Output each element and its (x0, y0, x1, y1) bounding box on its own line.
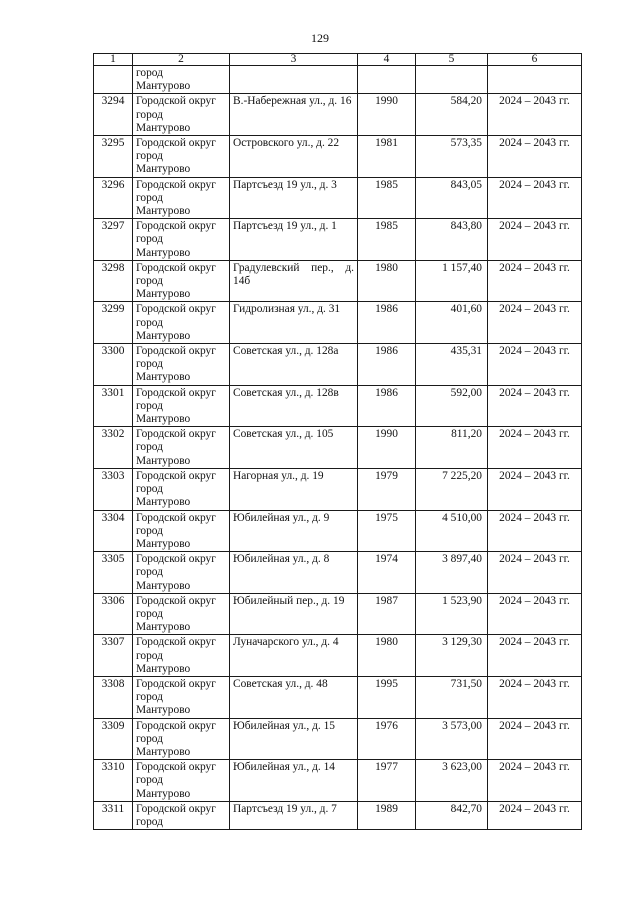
cell-year: 1986 (358, 344, 416, 386)
cell-number: 3303 (94, 468, 133, 510)
table-row (94, 468, 582, 510)
cell-municipality: Городской округ город Мантурово (133, 385, 230, 427)
cell-period: 2024 – 2043 гг. (488, 801, 582, 829)
cell-area: 1 157,40 (416, 260, 488, 302)
cell-number: 3310 (94, 760, 133, 802)
cell-municipality: Городской округ город Мантурово (133, 136, 230, 178)
cell-area: 435,31 (416, 344, 488, 386)
cell-area: 592,00 (416, 385, 488, 427)
cell-year: 1985 (358, 219, 416, 261)
cell-municipality: Городской округ город Мантурово (133, 760, 230, 802)
cell-municipality: Городской округ город Мантурово (133, 177, 230, 219)
cell-address: Островского ул., д. 22 (230, 136, 358, 178)
cell-period: 2024 – 2043 гг. (488, 344, 582, 386)
cell-area: 573,35 (416, 136, 488, 178)
cell-period: 2024 – 2043 гг. (488, 760, 582, 802)
column-header: 3 (230, 54, 358, 66)
cell-year: 1980 (358, 260, 416, 302)
cell-area: 1 523,90 (416, 593, 488, 635)
table-row (94, 260, 582, 302)
cell-number: 3309 (94, 718, 133, 760)
cell-address: Советская ул., д. 48 (230, 676, 358, 718)
cell-municipality: Городской округ город Мантурово (133, 219, 230, 261)
cell-year: 1995 (358, 676, 416, 718)
table-row (94, 718, 582, 760)
cell-municipality: Городской округ город Мантурово (133, 94, 230, 136)
cell-municipality: Городской округ город Мантурово (133, 427, 230, 469)
cell-period: 2024 – 2043 гг. (488, 219, 582, 261)
cell-number: 3300 (94, 344, 133, 386)
cell-area (416, 66, 488, 94)
cell-number: 3304 (94, 510, 133, 552)
table-row (94, 801, 582, 829)
cell-area: 4 510,00 (416, 510, 488, 552)
cell-municipality: Городской округ город Мантурово (133, 468, 230, 510)
cell-number: 3299 (94, 302, 133, 344)
housing-registry-table (93, 53, 582, 830)
cell-period: 2024 – 2043 гг. (488, 427, 582, 469)
cell-year: 1976 (358, 718, 416, 760)
cell-municipality: Городской округ город Мантурово (133, 718, 230, 760)
table-body (94, 54, 582, 830)
cell-period: 2024 – 2043 гг. (488, 510, 582, 552)
cell-year (358, 66, 416, 94)
cell-year: 1990 (358, 427, 416, 469)
cell-year: 1986 (358, 302, 416, 344)
cell-year: 1975 (358, 510, 416, 552)
cell-year: 1990 (358, 94, 416, 136)
cell-year: 1979 (358, 468, 416, 510)
column-header: 6 (488, 54, 582, 66)
cell-period: 2024 – 2043 гг. (488, 94, 582, 136)
cell-number: 3305 (94, 552, 133, 594)
cell-number: 3301 (94, 385, 133, 427)
cell-year: 1981 (358, 136, 416, 178)
table-row (94, 635, 582, 677)
cell-address: Юбилейный пер., д. 19 (230, 593, 358, 635)
cell-number: 3306 (94, 593, 133, 635)
cell-year: 1986 (358, 385, 416, 427)
cell-address: Юбилейная ул., д. 8 (230, 552, 358, 594)
page-number: 129 (311, 31, 329, 45)
cell-area: 401,60 (416, 302, 488, 344)
cell-municipality: Городской округ город Мантурово (133, 302, 230, 344)
cell-period: 2024 – 2043 гг. (488, 177, 582, 219)
cell-area: 731,50 (416, 676, 488, 718)
cell-number (94, 66, 133, 94)
cell-period: 2024 – 2043 гг. (488, 260, 582, 302)
table-row (94, 427, 582, 469)
cell-number: 3297 (94, 219, 133, 261)
cell-year: 1989 (358, 801, 416, 829)
table-row (94, 676, 582, 718)
column-header: 2 (133, 54, 230, 66)
cell-area: 3 623,00 (416, 760, 488, 802)
cell-period: 2024 – 2043 гг. (488, 718, 582, 760)
cell-address: Гидролизная ул., д. 31 (230, 302, 358, 344)
cell-address: Советская ул., д. 128в (230, 385, 358, 427)
table-row (94, 177, 582, 219)
cell-number: 3295 (94, 136, 133, 178)
cell-address: Партсъезд 19 ул., д. 1 (230, 219, 358, 261)
cell-area: 3 897,40 (416, 552, 488, 594)
table-row (94, 760, 582, 802)
cell-address: В.-Набережная ул., д. 16 (230, 94, 358, 136)
cell-year: 1974 (358, 552, 416, 594)
cell-period: 2024 – 2043 гг. (488, 302, 582, 344)
table-row-continuation (94, 66, 582, 94)
cell-area: 842,70 (416, 801, 488, 829)
cell-address: Партсъезд 19 ул., д. 7 (230, 801, 358, 829)
cell-area: 843,05 (416, 177, 488, 219)
cell-municipality: город Мантурово (133, 66, 230, 94)
cell-area: 3 573,00 (416, 718, 488, 760)
cell-number: 3307 (94, 635, 133, 677)
cell-period: 2024 – 2043 гг. (488, 136, 582, 178)
cell-address: Градулевский пер., д. 14б (230, 260, 358, 302)
table-row (94, 510, 582, 552)
cell-area: 7 225,20 (416, 468, 488, 510)
cell-address: Юбилейная ул., д. 15 (230, 718, 358, 760)
cell-number: 3294 (94, 94, 133, 136)
cell-year: 1977 (358, 760, 416, 802)
cell-address: Нагорная ул., д. 19 (230, 468, 358, 510)
cell-year: 1987 (358, 593, 416, 635)
cell-area: 3 129,30 (416, 635, 488, 677)
table-row (94, 94, 582, 136)
cell-municipality: Городской округ город Мантурово (133, 676, 230, 718)
cell-number: 3302 (94, 427, 133, 469)
cell-municipality: Городской округ город (133, 801, 230, 829)
cell-year: 1985 (358, 177, 416, 219)
table-row (94, 552, 582, 594)
cell-municipality: Городской округ город Мантурово (133, 593, 230, 635)
table-row (94, 219, 582, 261)
cell-address (230, 66, 358, 94)
cell-area: 811,20 (416, 427, 488, 469)
cell-municipality: Городской округ город Мантурово (133, 344, 230, 386)
cell-address: Юбилейная ул., д. 14 (230, 760, 358, 802)
cell-period (488, 66, 582, 94)
column-header: 4 (358, 54, 416, 66)
cell-address: Партсъезд 19 ул., д. 3 (230, 177, 358, 219)
table-row (94, 344, 582, 386)
cell-municipality: Городской округ город Мантурово (133, 552, 230, 594)
cell-period: 2024 – 2043 гг. (488, 468, 582, 510)
cell-number: 3298 (94, 260, 133, 302)
column-header: 5 (416, 54, 488, 66)
table-row (94, 136, 582, 178)
cell-municipality: Городской округ город Мантурово (133, 635, 230, 677)
cell-area: 843,80 (416, 219, 488, 261)
cell-number: 3311 (94, 801, 133, 829)
cell-address: Юбилейная ул., д. 9 (230, 510, 358, 552)
cell-year: 1980 (358, 635, 416, 677)
table-row (94, 302, 582, 344)
cell-period: 2024 – 2043 гг. (488, 552, 582, 594)
cell-period: 2024 – 2043 гг. (488, 385, 582, 427)
cell-area: 584,20 (416, 94, 488, 136)
cell-period: 2024 – 2043 гг. (488, 635, 582, 677)
cell-number: 3296 (94, 177, 133, 219)
cell-municipality: Городской округ город Мантурово (133, 510, 230, 552)
cell-period: 2024 – 2043 гг. (488, 676, 582, 718)
table-header-row (94, 54, 582, 66)
cell-municipality: Городской округ город Мантурово (133, 260, 230, 302)
cell-address: Советская ул., д. 105 (230, 427, 358, 469)
cell-number: 3308 (94, 676, 133, 718)
cell-address: Советская ул., д. 128а (230, 344, 358, 386)
cell-address: Луначарского ул., д. 4 (230, 635, 358, 677)
table-row (94, 385, 582, 427)
column-header: 1 (94, 54, 133, 66)
table-row (94, 593, 582, 635)
cell-period: 2024 – 2043 гг. (488, 593, 582, 635)
